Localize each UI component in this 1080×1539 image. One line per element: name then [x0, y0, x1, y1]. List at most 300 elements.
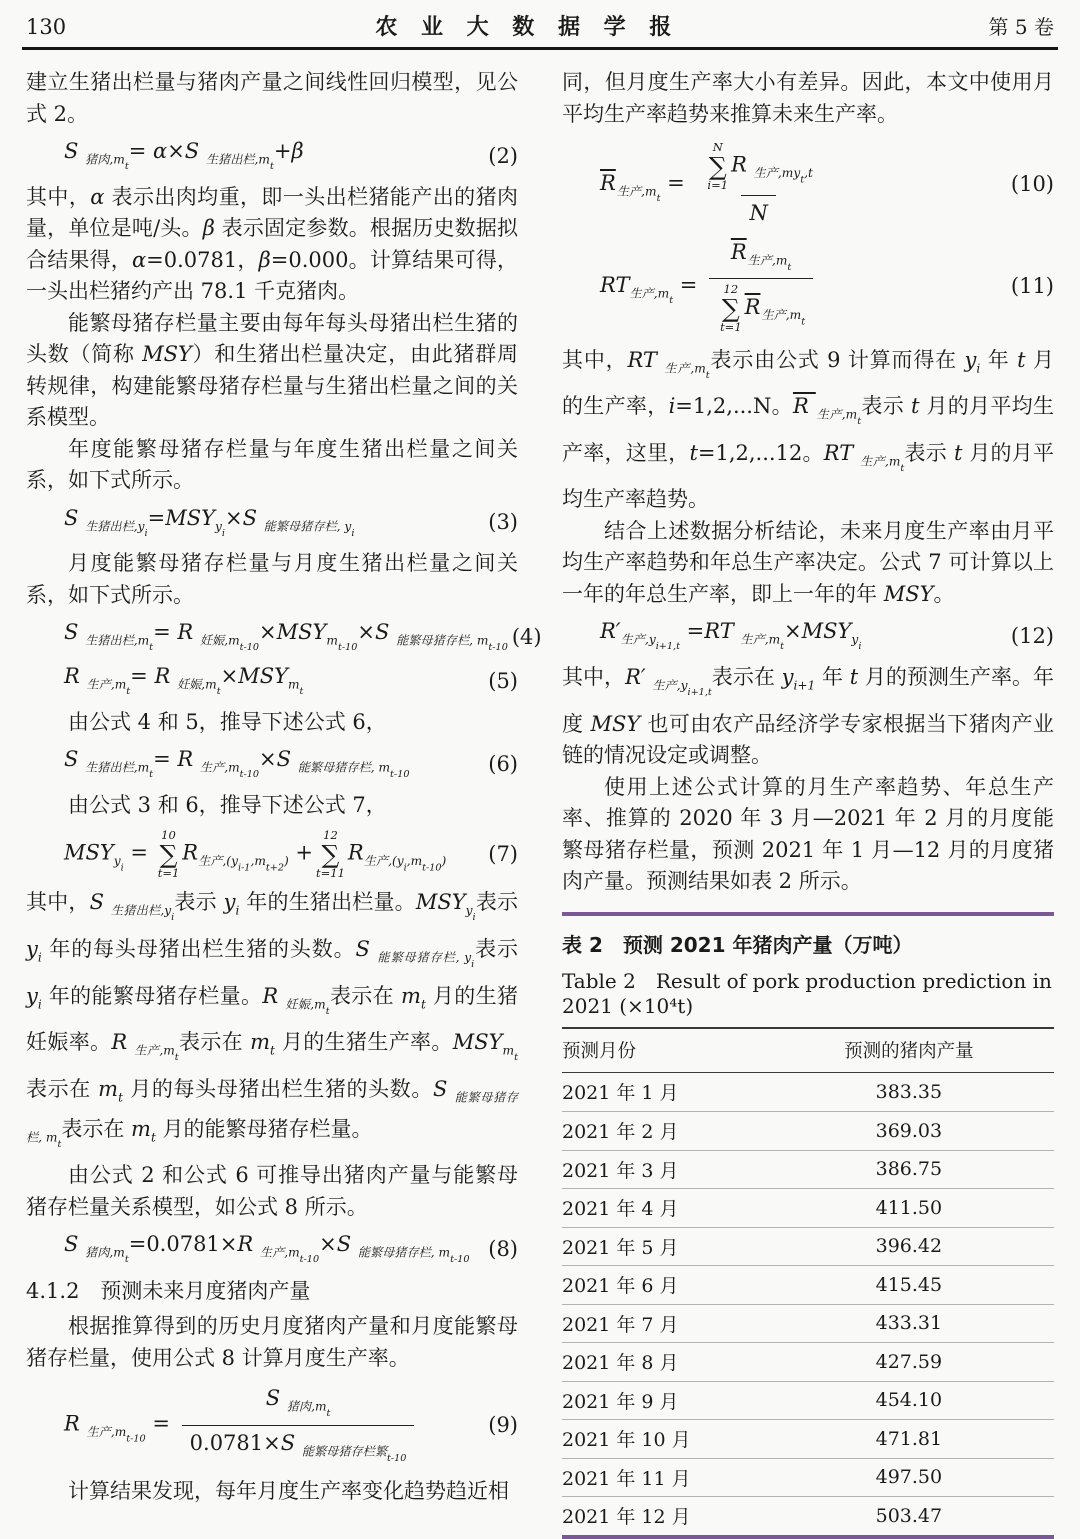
math-token: S [375, 620, 397, 645]
math-token: y [164, 903, 172, 918]
formula-line-8 [26, 1231, 518, 1267]
math-token: S [184, 139, 206, 163]
equation-number: (7) [488, 842, 518, 867]
math-token: β [202, 216, 215, 241]
equation-number: (3) [488, 510, 518, 535]
paragraph-prediction-setup: 使用上述公式计算的月生产率趋势、年总生产率、推算的 2020 年 3 月—2021 年 2 月的月度能繁母猪存栏量，预测 2021 年 1 月—12 月的月度猪肉产量。预测结果如表 2 所示。 [562, 774, 1054, 894]
cell-month: 2021 年 11 月 [562, 1467, 691, 1490]
math-token: 能繁母猪存栏量主要由每年每头母猪出栏生猪的头数（简称 [26, 310, 518, 367]
math-token: m [326, 633, 338, 648]
math-token: RT [600, 272, 630, 297]
math-token: R [237, 1232, 260, 1257]
math-token: m [694, 360, 706, 375]
summation-sign: 12 ∑ t=11 [316, 828, 345, 880]
formula-body [26, 829, 484, 879]
math-token: m [114, 677, 127, 692]
cell-value: 386.75 [875, 1158, 943, 1181]
math-token: t [669, 294, 674, 306]
paragraph-msy-intro [26, 308, 518, 434]
table-rows [562, 1073, 1054, 1535]
math-token: = [673, 272, 705, 297]
math-token: 生产, [860, 454, 889, 469]
table-row [562, 1419, 1054, 1458]
math-token: m [98, 1076, 119, 1101]
math-token: , [250, 854, 255, 869]
math-token: α [153, 139, 168, 163]
math-token: i [171, 912, 175, 924]
math-token: R [731, 152, 754, 177]
math-token: t [149, 642, 154, 654]
math-token: i [858, 641, 862, 653]
cell-value: 427.59 [875, 1350, 943, 1373]
content-columns [0, 50, 1080, 1539]
math-token: = [147, 505, 166, 530]
math-token: × [224, 505, 243, 530]
math-token: y [344, 519, 352, 534]
math-token: 生产, [761, 308, 790, 323]
math-token: t [656, 192, 661, 204]
math-token: 生猪出栏, [205, 152, 259, 167]
math-token: t-10 [239, 769, 260, 781]
math-token: 能繁母猪存栏, [396, 633, 477, 648]
formula-line-2 [26, 138, 518, 174]
math-token: 年 [815, 664, 850, 689]
formula-body [562, 239, 1007, 334]
math-token: 月的能繁母猪存栏量。 [155, 1116, 373, 1141]
math-token: t [269, 161, 274, 173]
math-token: m [888, 454, 901, 469]
math-token: m [163, 1043, 175, 1058]
math-token: 妊娠, [285, 997, 315, 1012]
math-token: y [113, 854, 121, 869]
math-token: 年的能繁母猪存栏量。 [41, 983, 263, 1008]
left-column [26, 67, 542, 1539]
equation-number: (9) [488, 1413, 518, 1438]
paragraph-derive-8: 由公式 2 和公式 6 可推导出猪肉产量与能繁母猪存栏量关系模型，如公式 8 所示。 [26, 1163, 518, 1219]
column-header-value: 预测的猪肉产量 [844, 1041, 974, 1063]
math-token: 生产, [652, 678, 681, 693]
math-token: 表示 [475, 890, 519, 915]
math-token: 表示 [474, 937, 519, 962]
math-token: t [953, 440, 963, 465]
equation-number: (5) [488, 668, 518, 693]
math-token: 表示 [904, 440, 954, 465]
fraction [182, 1385, 415, 1465]
paragraph-yearly-relation: 年度能繁母猪存栏量与年度生猪出栏量之间关系，如下式所示。 [26, 436, 518, 493]
math-token: S [64, 620, 86, 645]
formula-line-3 [26, 505, 518, 541]
table-caption-en: Table 2 Result of pork production prediction in 2021 (×10⁴t) [562, 968, 1052, 1018]
paragraph-monthly-rate: 根据推算得到的历史月度猪肉产量和月度能繁母猪存栏量，使用公式 8 计算月度生产率。 [26, 1314, 518, 1370]
math-token: 月的生产率， [562, 347, 1055, 419]
math-token: m [314, 1399, 327, 1414]
math-token: m [258, 152, 270, 167]
math-token: MSY [452, 1030, 503, 1055]
math-token: m [401, 983, 421, 1008]
math-token: m [137, 760, 150, 775]
column-header-month: 预测月份 [562, 1041, 637, 1063]
math-token: m [137, 633, 150, 648]
table-caption-zh: 表 2 预测 2021 年猪肉产量（万吨） [562, 932, 913, 957]
math-token: i [120, 862, 124, 874]
math-token: MSY [590, 711, 641, 736]
math-token: × [357, 620, 376, 645]
math-token: y [964, 347, 977, 372]
volume-label: 第 5 卷 [988, 15, 1054, 39]
math-token: R [177, 747, 200, 772]
math-token: i [144, 527, 148, 539]
math-token: i [403, 862, 407, 874]
math-token: m [131, 1116, 151, 1141]
table-row [562, 1381, 1054, 1420]
math-token: y [680, 678, 688, 693]
math-token: 表示在 [178, 1030, 251, 1055]
math-token: 表示固定参数。根据历史数据拟合结果得， [26, 216, 518, 272]
math-token: i [37, 950, 42, 965]
math-token: MSY [142, 342, 192, 367]
formula-line-10 [562, 141, 1054, 228]
cell-value: 497.50 [875, 1466, 943, 1489]
math-token: i [976, 360, 981, 375]
math-token: R [182, 840, 199, 865]
math-token: × [220, 663, 239, 688]
page-header [0, 0, 1080, 43]
math-token: t [705, 369, 710, 381]
math-token: 生猪出栏, [85, 760, 138, 775]
math-token: = [660, 170, 692, 195]
math-token: R [347, 840, 364, 865]
equation-number: (4) [511, 625, 542, 650]
math-token: m [789, 308, 802, 323]
math-token: t-10 [450, 1254, 470, 1266]
math-token: 妊娠, [176, 677, 206, 692]
math-token: m [476, 633, 489, 648]
equation-number: (12) [1010, 624, 1054, 649]
math-token: , [406, 854, 411, 869]
math-token: 也可由农产品经济学专家根据当下猪肉产业链的情况设定或调整。 [562, 711, 1054, 768]
math-token: t-10 [390, 769, 410, 781]
math-token: t [124, 1254, 129, 1266]
math-token: t [849, 664, 859, 689]
math-token: S [336, 1232, 358, 1257]
math-token: y [648, 632, 656, 647]
formula-line-9 [26, 1385, 518, 1465]
math-token: 结合上述数据分析结论，未来月度生产率由月平均生产率趋势和年总生产率决定。公式 7 可计算以上一年的年总生产率，即上一年的年 [562, 518, 1054, 606]
math-token: i [472, 912, 476, 924]
math-token: × [259, 747, 277, 772]
math-token: my [781, 166, 801, 181]
table-row [562, 1342, 1054, 1381]
math-token: i+1 [793, 678, 816, 693]
math-token: m [250, 1030, 270, 1055]
math-token: 生产, [86, 677, 115, 692]
math-token: m [228, 760, 240, 775]
math-token: 表示 [174, 890, 224, 915]
table-row [562, 1150, 1054, 1189]
paragraph-derive-6: 由公式 4 和 5，推导下述公式 6， [68, 709, 387, 734]
math-token: i-1 [237, 862, 251, 874]
table-row [562, 1304, 1054, 1343]
math-token: S [64, 1232, 86, 1257]
math-token: t [780, 641, 785, 653]
math-token: t [514, 1052, 518, 1064]
math-token: S [280, 1430, 302, 1455]
math-token: t [801, 316, 806, 328]
math-token: RT [704, 619, 741, 644]
math-token: =1,2,...N。 [675, 394, 793, 419]
summation-sign: N ∑ i=1 [707, 140, 729, 192]
cell-value: 503.47 [875, 1504, 943, 1527]
math-token: × [167, 139, 185, 163]
math-token: × [259, 620, 277, 645]
math-token: m [768, 632, 781, 647]
math-token: 生产,( [363, 854, 397, 869]
table-header-row [562, 1027, 1054, 1073]
formula-body [26, 1231, 484, 1267]
math-token: S [276, 747, 298, 772]
math-token: $\overline{R}$ [744, 294, 761, 319]
cell-month: 2021 年 6 月 [562, 1275, 679, 1298]
math-token: 生产,( [198, 854, 232, 869]
math-token: 猪肉, [85, 152, 114, 167]
math-token: = [153, 747, 178, 772]
table-row [562, 1073, 1054, 1112]
formula-line-6 [26, 746, 518, 782]
math-token: m [845, 407, 858, 422]
math-token: MSY [801, 619, 852, 644]
cell-value: 383.35 [875, 1080, 943, 1103]
math-token: 月的月平均生产率趋势。 [562, 440, 1055, 512]
math-token: 其中， [562, 664, 626, 689]
math-token: t [126, 686, 131, 698]
math-token: × [784, 619, 802, 644]
math-token: i [668, 394, 676, 419]
math-token: t [857, 416, 862, 428]
math-token: 生产, [747, 253, 776, 268]
table-row [562, 1188, 1054, 1227]
cell-month: 2021 年 12 月 [562, 1506, 691, 1529]
math-token: = [123, 840, 155, 865]
math-token: 月的预测生产率。年度 [562, 664, 1055, 736]
math-token: i+1,t [687, 687, 712, 699]
math-token: MSY [165, 505, 215, 530]
math-token: 能繁母猪存栏, [297, 760, 379, 775]
math-token: 生产, [86, 1425, 115, 1440]
right-column [562, 67, 1054, 1539]
math-token: =0.0781， [146, 247, 259, 272]
paragraph-model-intro: 建立生猪出栏量与猪肉产量之间线性回归模型，见公式 2。 [26, 70, 518, 126]
math-token: y [781, 664, 794, 689]
math-token: R [262, 983, 286, 1008]
math-token: β [258, 247, 271, 272]
formula-line-5 [26, 663, 518, 699]
math-token: RT [627, 347, 665, 372]
formula-body [26, 1385, 484, 1465]
math-token: t [689, 440, 698, 465]
math-token: m [502, 1043, 515, 1058]
math-token: 年 [980, 347, 1018, 372]
math-token: 其中， [26, 890, 90, 915]
math-token: 能繁母猪存栏, [263, 519, 345, 534]
math-token: 猪肉, [85, 1245, 114, 1260]
math-token: S [242, 505, 264, 530]
math-token: R′ [600, 619, 621, 644]
math-token: 年的生猪出栏量。 [239, 890, 416, 915]
math-token: y [223, 890, 236, 915]
formula-line-4 [26, 619, 542, 655]
math-token: = [130, 663, 155, 688]
fraction [709, 239, 813, 334]
math-token: 生猪出栏, [85, 633, 138, 648]
math-token: m [287, 677, 300, 692]
math-token: t [216, 686, 221, 698]
math-token: t [124, 161, 129, 173]
math-token: $\overline{R}$ [730, 239, 747, 264]
math-token: MSY [883, 581, 934, 606]
cell-month: 2021 年 1 月 [562, 1082, 679, 1105]
equation-number: (6) [488, 751, 518, 776]
math-token: N [749, 201, 768, 226]
math-token: y [137, 519, 145, 534]
math-token: t [900, 462, 905, 474]
section-heading-412: 4.1.2 预测未来月度猪肉产量 [26, 1279, 311, 1304]
math-token: t [787, 261, 792, 273]
table-row [562, 1265, 1054, 1304]
math-token: 生猪出栏, [110, 903, 165, 918]
math-token: m [228, 633, 240, 648]
math-token: MSY [64, 840, 114, 865]
math-token: = [128, 139, 153, 163]
math-token: 年的每头母猪出栏生猪的头数。 [41, 937, 356, 962]
math-token: t [270, 1043, 275, 1058]
math-token: 能繁母猪存栏, [357, 1245, 439, 1260]
math-token: MSY [276, 620, 327, 645]
equation-number: (10) [1010, 172, 1054, 197]
math-token: S [355, 937, 378, 962]
summation-sign: 12 ∑ t=1 [720, 282, 742, 334]
journal-title: 农 业 大 数 据 学 报 [375, 15, 680, 40]
math-token: 生产, [753, 166, 782, 181]
formula-body [26, 619, 508, 655]
math-token: t [174, 1052, 179, 1064]
math-token: 生猪出栏, [85, 519, 138, 534]
math-token: 猪肉, [286, 1399, 315, 1414]
math-token: MSY [415, 890, 466, 915]
math-token: m [114, 1425, 127, 1440]
math-token: R [792, 394, 816, 419]
equation-number: (2) [488, 143, 518, 168]
math-token: 能繁母猪存栏, [377, 950, 465, 965]
math-token: =1,2,...12。 [697, 440, 824, 465]
math-token: R′ [625, 664, 653, 689]
page-number: 130 [26, 15, 67, 39]
math-token: m [378, 760, 391, 775]
formula-line-7 [26, 829, 518, 879]
math-token: t-10 [387, 1452, 407, 1464]
math-token: t-10 [239, 642, 260, 654]
math-token: m [288, 1245, 300, 1260]
cell-value: 454.10 [875, 1389, 943, 1412]
math-token: 表示由公式 9 计算而得在 [709, 347, 965, 372]
cell-value: 411.50 [875, 1196, 943, 1219]
math-token: S [64, 505, 86, 530]
math-token: R [154, 663, 177, 688]
table-row [562, 1458, 1054, 1497]
math-token: t [911, 394, 920, 419]
math-token: S [432, 1076, 455, 1101]
math-token: y [465, 903, 473, 918]
math-token: y [396, 854, 404, 869]
math-token: 妊娠, [199, 633, 229, 648]
math-token: 表示出肉均重，即一头出栏猪能产出的猪肉量，单位是吨/头。 [26, 184, 518, 241]
formula-body [26, 505, 484, 541]
cell-month: 2021 年 2 月 [562, 1121, 679, 1144]
cell-value: 415.45 [875, 1273, 943, 1296]
paragraph-derive-7: 由公式 3 和 6，推导下述公式 7， [68, 792, 387, 817]
cell-month: 2021 年 7 月 [562, 1313, 679, 1336]
math-token: 月的生猪生产率。 [274, 1030, 453, 1055]
math-token: i [351, 527, 355, 539]
cell-month: 2021 年 5 月 [562, 1236, 679, 1259]
math-token: =0.0781× [128, 1232, 238, 1257]
math-token: ）和生猪出栏量决定，由此猪群周转规律，构建能繁母猪存栏量与生猪出栏量之间的关系模型。 [26, 342, 518, 430]
math-token: 表示在 [329, 983, 402, 1008]
math-token: i+1,t [655, 641, 680, 653]
cell-month: 2021 年 3 月 [562, 1159, 679, 1182]
math-token: i [37, 997, 42, 1012]
math-token: y [26, 983, 38, 1008]
math-token: 0.0781× [189, 1430, 281, 1455]
math-token: ,t [804, 166, 813, 181]
math-token: i [235, 903, 240, 918]
math-token: S [64, 747, 86, 772]
math-token: 生产, [740, 632, 769, 647]
math-token: y [231, 854, 238, 869]
math-token: R [177, 620, 200, 645]
equation-number: (11) [1010, 274, 1054, 299]
math-token: t-10 [422, 862, 442, 874]
math-token: t-10 [337, 642, 358, 654]
math-token: y [851, 632, 859, 647]
math-token: m [410, 854, 423, 869]
math-token: 生产, [199, 760, 229, 775]
cell-month: 2021 年 10 月 [562, 1429, 691, 1452]
math-token: t [149, 769, 154, 781]
fraction [696, 141, 820, 228]
paragraph-monthly-relation: 月度能繁母猪存栏量与月度生猪出栏量之间关系，如下式所示。 [26, 551, 518, 607]
table-2 [562, 912, 1054, 1539]
cell-value: 433.31 [875, 1312, 943, 1335]
math-token: 生产, [616, 184, 646, 199]
math-token: 表示 [861, 394, 911, 419]
cell-value: 471.81 [875, 1427, 943, 1450]
math-token: 能繁母猪存栏, [26, 1090, 518, 1145]
math-token: 。 [933, 581, 955, 606]
cell-value: 396.42 [875, 1235, 943, 1258]
math-token: 表示在 [61, 1116, 132, 1141]
math-token: ) [441, 854, 447, 869]
cell-month: 2021 年 4 月 [562, 1198, 679, 1221]
math-token: = [153, 620, 178, 645]
math-token: =0.000。计算结果可得，一头出栏猪约产出 78.1 千克猪肉。 [26, 247, 519, 304]
math-token: = [145, 1411, 177, 1436]
table-top-bar [562, 912, 1054, 916]
math-token: t [420, 997, 426, 1012]
math-token: 生产, [664, 360, 695, 375]
math-token: t [299, 686, 304, 698]
math-token: y [26, 937, 38, 962]
math-token: m [314, 997, 326, 1012]
